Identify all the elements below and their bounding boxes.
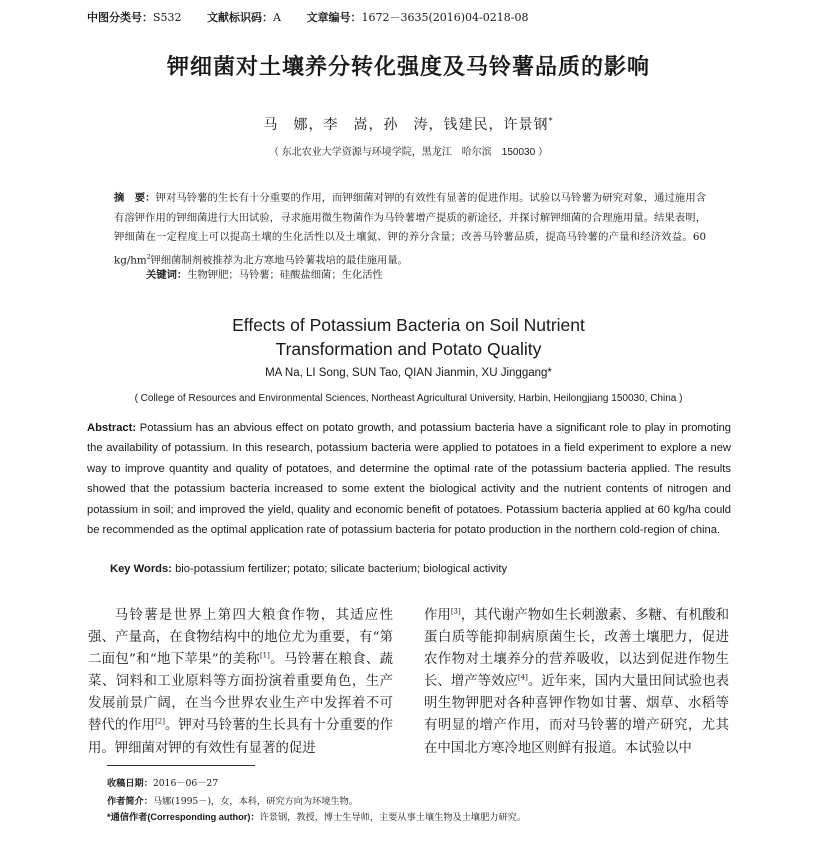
chinese-authors — [0, 114, 817, 134]
corresponding-author-mark: * — [548, 116, 554, 126]
chinese-abstract-superscript: 2 — [146, 253, 151, 261]
body-column-left — [88, 605, 393, 760]
article-classification-line — [87, 9, 528, 25]
doc-code-value: A — [273, 11, 281, 24]
article-number-label: 文章编号： — [306, 11, 362, 24]
chinese-keywords-label: 关键词： — [146, 270, 188, 281]
citation-1: [1] — [259, 651, 270, 660]
english-keywords-text: bio-potassium fertilizer; potato; silicate bacterium; biological activity — [175, 563, 508, 575]
chinese-author-list: 马 娜，李 嵩，孙 涛，钱建民，许景钢 — [263, 117, 549, 133]
author-bio-label: 作者简介： — [107, 796, 153, 806]
clc-value: S532 — [153, 11, 182, 24]
chinese-keywords-text: 生物钾肥；马铃薯；硅酸盐细菌；生化活性 — [187, 269, 383, 281]
body-column-right — [424, 605, 729, 760]
corresponding-author-value: 许景钢，教授，博士生导师，主要从事土壤生物及土壤肥力研究。 — [259, 812, 527, 823]
english-keywords — [110, 563, 507, 575]
doc-code-label: 文献标识码： — [207, 11, 274, 24]
citation-4: [4] — [517, 673, 528, 682]
footnote-corresponding-author — [107, 809, 526, 823]
english-affiliation: ( College of Resources and Environmental Sciences, Northeast Agricultural University, Harbin, Heilongjiang 150030, China ) — [134, 393, 683, 404]
english-title — [0, 313, 817, 361]
chinese-abstract — [114, 189, 706, 271]
body-text: 。近年来，国内大量田间试验也表明生物钾肥对各种喜钾作物如甘薯、烟草、水稻等有明显的增产作用，而对马铃薯的增产研究，尤其在中国北方寒冷地区则鲜有报道。本试验以中 — [424, 674, 730, 756]
english-keywords-label: Key Words: — [110, 563, 172, 575]
received-date-label: 收稿日期： — [107, 778, 153, 788]
chinese-title: 钾细菌对土壤养分转化强度及马铃薯品质的影响 — [166, 54, 650, 79]
footnote-received-date — [107, 775, 218, 789]
article-number-value: 1672－3635(2016)04-0218-08 — [361, 11, 529, 24]
english-authors: MA Na, LI Song, SUN Tao, QIAN Jianmin, XU Jinggang* — [265, 367, 552, 379]
footnote-divider — [107, 765, 255, 766]
footnote-author-bio — [107, 793, 358, 807]
received-date-value: 2016－06－27 — [152, 778, 219, 789]
corresponding-author-label: *通信作者(Corresponding author)： — [107, 812, 260, 822]
chinese-abstract-text-end: 钾细菌制剂被推荐为北方寒地马铃薯栽培的最佳施用量。 — [150, 254, 408, 267]
chinese-abstract-text: 钾对马铃薯的生长有十分重要的作用，而钾细菌对钾的有效性有显著的促进作用。试验以马铃薯为研究对象，通过施用含有溶钾作用的钾细菌进行大田试验，寻求施用微生物菌作为马铃薯增产提质的新途径，并探讨解钾细菌的合理施用量。结果表明，钾细菌在一定程度上可以提高土壤的生化活性以及土壤氮、钾的养分含量；改善马铃薯品质，提高马铃薯的产量和经济效益。60 kg/hm — [114, 192, 707, 267]
body-text: 作用 — [424, 608, 451, 623]
clc-label: 中图分类号： — [87, 11, 153, 24]
citation-2: [2] — [155, 718, 165, 726]
english-abstract-text: Potassium has an abvious effect on potato growth, and potassium bacteria have a significant role to play in promoting the availability of potassium. In this research, potassium bacteria were applied to potatoes in a field experiment to explore a new way to improve quantity and quality of potatoes, and determine the optimal rate of the potassium bacteria applied. The results showed that the potassium bacteria increased to some extent the biological activity and the nutrient contents of nitrogen and potassium in soil; and improved the yield, quality and economic benefit of potatoes. Potassium bacteria applied at 60 kg/ha could be recommended as the optimal application rate of potassium bacteria for potato production in the northern cold-region of china. — [87, 422, 732, 537]
body-text: 马铃薯是世界上第四大粮食作物，其适应性强、产量高，在食物结构中的地位尤为重要，有“第二面包”和“地下苹果”的美称 — [88, 608, 393, 668]
english-abstract — [87, 418, 731, 540]
chinese-affiliation: （ 东北农业大学资源与环境学院，黑龙江 哈尔滨 150030 ） — [269, 147, 548, 158]
chinese-keywords — [146, 266, 383, 281]
author-bio-value: 马娜(1995－)，女，本科，研究方向为环境生物。 — [152, 796, 359, 807]
body-text: ，其代谢产物如生长刺激素、多糖、有机酸和蛋白质等能抑制病原菌生长，改善土壤肥力，促进农作物对土壤养分的营养吸收，以达到促进作物生长、增产等效应 — [424, 608, 730, 690]
english-title-line-1: Effects of Potassium Bacteria on Soil Nutrient — [232, 315, 585, 335]
citation-3: [3] — [450, 607, 461, 616]
chinese-abstract-label: 摘 要： — [114, 193, 156, 204]
english-title-line-2: Transformation and Potato Quality — [275, 339, 542, 359]
body-text: 。马铃薯在粮食、蔬菜、饲料和工业原料等方面扮演着重要角色，生产发展前景广阔，在当今世界农业生产中发挥着不可替代的作用 — [88, 652, 394, 734]
body-text: 。钾对马铃薯的生长具有十分重要的作用。钾细菌对钾的有效性有显著的促进 — [88, 718, 394, 756]
english-abstract-label: Abstract: — [87, 422, 137, 434]
